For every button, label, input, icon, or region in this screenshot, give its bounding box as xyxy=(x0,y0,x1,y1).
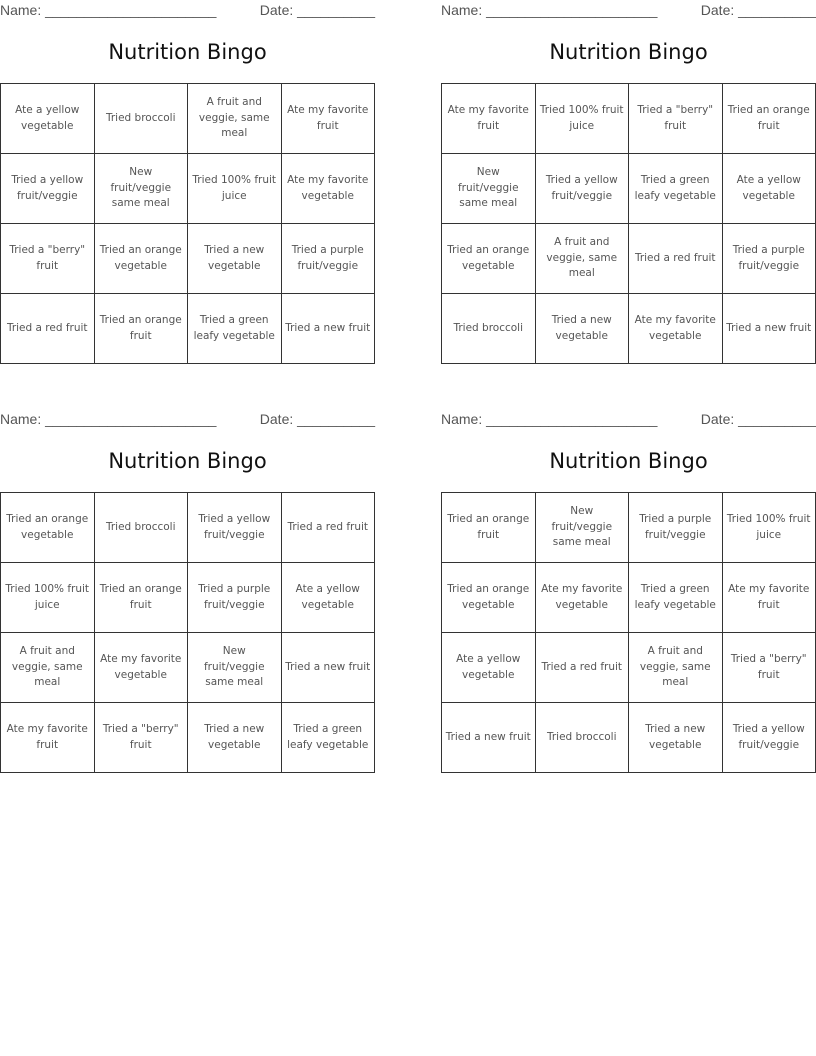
date-field: Date: __________ xyxy=(700,411,816,427)
grid-row xyxy=(1,294,375,364)
bingo-grid xyxy=(0,492,375,773)
bingo-cell: Tried a green leafy vegetable xyxy=(281,703,375,773)
name-field: Name: ______________________ xyxy=(441,2,658,18)
bingo-cell: New fruit/veggie same meal xyxy=(442,154,536,224)
bingo-cell: Tried an orange vegetable xyxy=(442,563,536,633)
bingo-cell: Tried a red fruit xyxy=(535,633,629,703)
bingo-grid xyxy=(441,492,816,773)
grid-row xyxy=(1,154,375,224)
bingo-cell: New fruit/veggie same meal xyxy=(94,154,188,224)
bingo-cell: Tried an orange fruit xyxy=(94,563,188,633)
bingo-cell: Tried 100% fruit juice xyxy=(188,154,282,224)
grid-row xyxy=(442,154,816,224)
card-title: Nutrition Bingo xyxy=(108,40,267,64)
grid-row xyxy=(442,294,816,364)
grid-row xyxy=(1,224,375,294)
name-field: Name: ______________________ xyxy=(0,2,217,18)
bingo-cell: Tried an orange vegetable xyxy=(94,224,188,294)
bingo-cell: Tried a new fruit xyxy=(281,294,375,364)
bingo-cell: Tried a red fruit xyxy=(281,493,375,563)
bingo-cell: Tried a yellow fruit/veggie xyxy=(535,154,629,224)
grid-row xyxy=(442,224,816,294)
bingo-cell: Ate a yellow vegetable xyxy=(442,633,536,703)
bingo-card-3 xyxy=(0,409,375,751)
bingo-cell: Ate my favorite fruit xyxy=(281,84,375,154)
bingo-cell: Tried a green leafy vegetable xyxy=(629,563,723,633)
bingo-cell: Tried a "berry" fruit xyxy=(1,224,95,294)
bingo-cell: Tried broccoli xyxy=(442,294,536,364)
name-date-row xyxy=(0,409,375,431)
bingo-cell: Ate my favorite vegetable xyxy=(281,154,375,224)
bingo-cell: Tried 100% fruit juice xyxy=(535,84,629,154)
bingo-cell: Ate a yellow vegetable xyxy=(722,154,816,224)
bingo-cell: New fruit/veggie same meal xyxy=(535,493,629,563)
bingo-cell: Tried 100% fruit juice xyxy=(1,563,95,633)
bingo-cell: Tried an orange vegetable xyxy=(1,493,95,563)
card-title: Nutrition Bingo xyxy=(108,449,267,473)
bingo-cell: Tried broccoli xyxy=(94,84,188,154)
name-field: Name: ______________________ xyxy=(441,411,658,427)
bingo-cell: Tried a new vegetable xyxy=(629,703,723,773)
grid-row xyxy=(442,84,816,154)
bingo-cell: Tried a green leafy vegetable xyxy=(629,154,723,224)
bingo-card-4 xyxy=(441,409,816,751)
bingo-cell: Tried a yellow fruit/veggie xyxy=(722,703,816,773)
bingo-cell: Tried 100% fruit juice xyxy=(722,493,816,563)
bingo-cell: A fruit and veggie, same meal xyxy=(1,633,95,703)
bingo-cell: Tried broccoli xyxy=(535,703,629,773)
name-date-row xyxy=(441,0,816,22)
card-title: Nutrition Bingo xyxy=(549,40,708,64)
bingo-cell: Tried a "berry" fruit xyxy=(722,633,816,703)
bingo-cell: Tried a new fruit xyxy=(722,294,816,364)
name-date-row xyxy=(0,0,375,22)
bingo-cell: Ate my favorite fruit xyxy=(1,703,95,773)
bingo-card-1 xyxy=(0,0,375,342)
name-field: Name: ______________________ xyxy=(0,411,217,427)
bingo-cell: Tried a new vegetable xyxy=(535,294,629,364)
bingo-cell: Tried a new fruit xyxy=(281,633,375,703)
grid-row xyxy=(1,84,375,154)
grid-row xyxy=(1,563,375,633)
bingo-cell: Ate my favorite vegetable xyxy=(535,563,629,633)
bingo-cell: Tried a purple fruit/veggie xyxy=(722,224,816,294)
bingo-cell: Tried a new vegetable xyxy=(188,224,282,294)
grid-row xyxy=(1,633,375,703)
bingo-cell: New fruit/veggie same meal xyxy=(188,633,282,703)
bingo-cell: Tried a purple fruit/veggie xyxy=(629,493,723,563)
card-title: Nutrition Bingo xyxy=(549,449,708,473)
bingo-cell: Ate my favorite vegetable xyxy=(94,633,188,703)
bingo-grid xyxy=(0,83,375,364)
date-field: Date: __________ xyxy=(259,2,375,18)
grid-row xyxy=(1,493,375,563)
bingo-cell: Tried a new fruit xyxy=(442,703,536,773)
bingo-cell: Tried a green leafy vegetable xyxy=(188,294,282,364)
bingo-cell: Tried a purple fruit/veggie xyxy=(188,563,282,633)
bingo-cell: A fruit and veggie, same meal xyxy=(629,633,723,703)
bingo-cell: Ate my favorite vegetable xyxy=(629,294,723,364)
grid-row xyxy=(442,703,816,773)
bingo-cell: Ate a yellow vegetable xyxy=(1,84,95,154)
bingo-cell: Tried an orange fruit xyxy=(722,84,816,154)
bingo-cell: Tried a "berry" fruit xyxy=(94,703,188,773)
bingo-cell: Ate a yellow vegetable xyxy=(281,563,375,633)
date-field: Date: __________ xyxy=(700,2,816,18)
bingo-cell: Tried broccoli xyxy=(94,493,188,563)
bingo-cell: Tried a red fruit xyxy=(1,294,95,364)
name-date-row xyxy=(441,409,816,431)
grid-row xyxy=(442,493,816,563)
bingo-cell: Tried a yellow fruit/veggie xyxy=(188,493,282,563)
bingo-grid xyxy=(441,83,816,364)
bingo-cell: Ate my favorite fruit xyxy=(722,563,816,633)
bingo-cell: Tried a new vegetable xyxy=(188,703,282,773)
grid-row xyxy=(442,563,816,633)
bingo-cell: Tried a red fruit xyxy=(629,224,723,294)
bingo-cell: Tried an orange fruit xyxy=(94,294,188,364)
bingo-cell: Tried a "berry" fruit xyxy=(629,84,723,154)
bingo-cell: Tried a purple fruit/veggie xyxy=(281,224,375,294)
bingo-cell: A fruit and veggie, same meal xyxy=(188,84,282,154)
bingo-cell: Tried a yellow fruit/veggie xyxy=(1,154,95,224)
bingo-cell: Tried an orange vegetable xyxy=(442,224,536,294)
date-field: Date: __________ xyxy=(259,411,375,427)
bingo-cell: A fruit and veggie, same meal xyxy=(535,224,629,294)
grid-row xyxy=(442,633,816,703)
bingo-card-2 xyxy=(441,0,816,342)
bingo-cell: Tried an orange fruit xyxy=(442,493,536,563)
bingo-cell: Ate my favorite fruit xyxy=(442,84,536,154)
grid-row xyxy=(1,703,375,773)
